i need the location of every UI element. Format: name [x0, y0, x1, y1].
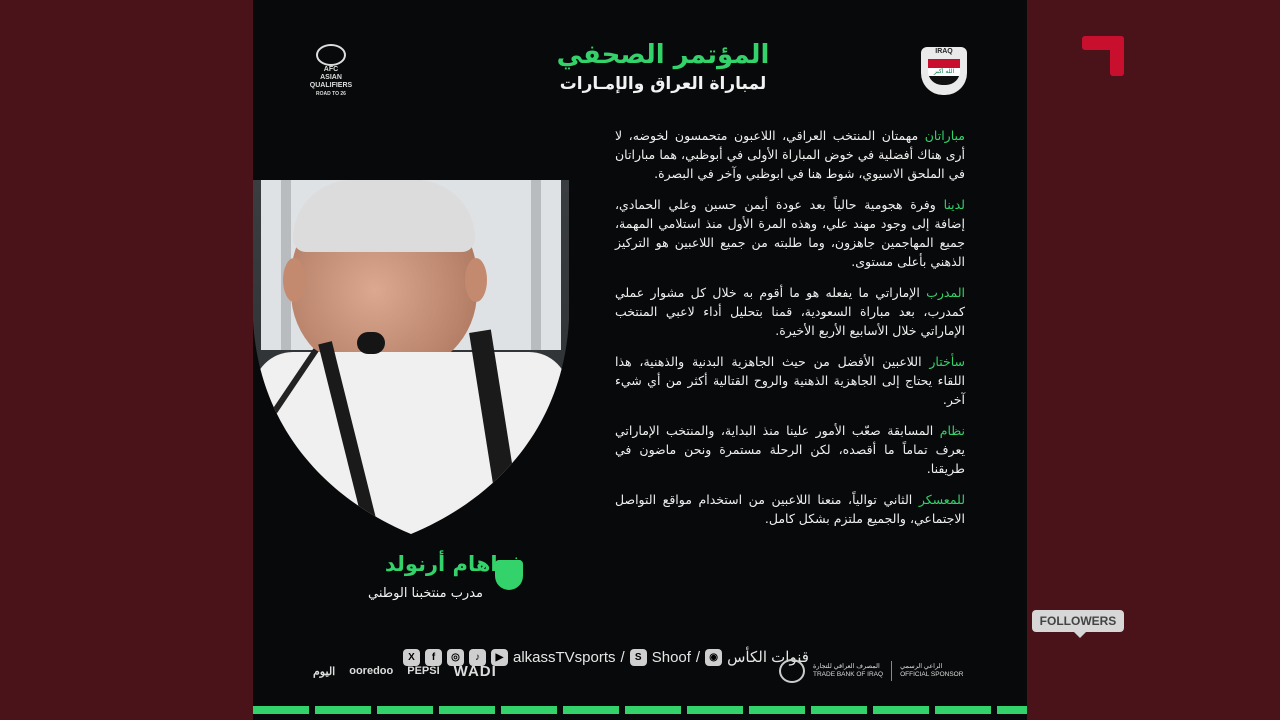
alkass-channel-logo [1082, 36, 1124, 76]
afc-ball-icon [316, 44, 346, 66]
quote-item [615, 490, 965, 528]
coach-role: مدرب منتخبنا الوطني [368, 586, 483, 601]
bank-name-ar: المصرف العراقي للتجارة [813, 663, 880, 670]
divider [891, 661, 892, 681]
instagram-icon[interactable]: ◎ [447, 649, 464, 666]
official-sponsor-label [900, 663, 963, 679]
quote-keyword: نظام [939, 423, 965, 438]
page-title: المؤتمر الصحفي [556, 40, 770, 70]
quote-text: الثاني توالياً، منعنا اللاعبين من استخدام مواقع التواصل الاجتماعي، والجميع ملتزم بشكل كامل. [615, 492, 965, 526]
iraq-federation-badge [921, 47, 967, 95]
sponsor-wadi: WADI [453, 662, 497, 680]
afc-logo-line2: ASIAN [320, 74, 342, 81]
header [543, 38, 783, 96]
quote-text: الإماراتي ما يفعله هو ما أقوم به خلال كل مشوار عملي كمدرب، بعد مباراة السعودية، قمنا بتحليل أداء لاعبي المنتخب الإماراتي خلال الأسابيع الأربع الأخيرة. [615, 285, 965, 338]
quote-text: مهمتان المنتخب العراقي، اللاعبون متحمسون لخوضه، لا أرى هناك أفضلية في خوض المباراة الأولى في أبوظبي، هما مباراتان في الملحق الاسيوي، شوط هنا في ابوظبي وآخر في البصرة. [615, 128, 965, 181]
quote-item [615, 195, 965, 271]
x-icon[interactable]: X [403, 649, 420, 666]
sponsors-left [313, 660, 539, 682]
coach-ear-left [283, 258, 305, 302]
quote-keyword: المدرب [926, 285, 965, 300]
iraq-badge-label: IRAQ [935, 48, 953, 55]
quote-text: المسابقة صعّب الأمور علينا منذ البداية، والمنتخب الإماراتي يعرف تماماً ما أقصده، لكن الرحلة مستمرة ونحن ماضون في طريقنا. [615, 423, 965, 476]
iraq-flag-emblem: الله أكبر [928, 68, 960, 76]
quote-item [615, 283, 965, 340]
iraq-flag-icon [928, 59, 960, 85]
sponsor-alyoum: اليوم [313, 665, 336, 678]
quote-item [615, 126, 965, 183]
bank-name-en: TRADE BANK OF IRAQ [813, 671, 884, 678]
afc-logo-line3: QUALIFIERS [309, 82, 353, 89]
quote-keyword: مباراتان [924, 128, 965, 143]
quote-text: وفرة هجومية حالياً بعد عودة أيمن حسين وعلي الحمادي، إضافة إلى وجود مهند علي، وهذه المرة الأول منذ استلامي المهمة، جميع المهاجمين جاهزون، وما طلبته من جميع اللاعبين هو التركيز الذهني بأعلى مستوى. [615, 197, 965, 269]
quote-keyword: سأختار [929, 354, 965, 369]
channels-label[interactable]: قنوات الكأس [727, 649, 809, 666]
afc-logo-line4: ROAD TO 26 [316, 91, 346, 97]
social-handle[interactable]: alkassTVsports [513, 648, 616, 666]
sponsors-right [779, 658, 965, 684]
coach-hair [293, 180, 475, 252]
separator: / [620, 648, 625, 666]
left-side-panel [0, 0, 253, 720]
official-sponsor-en: OFFICIAL SPONSOR [900, 671, 964, 678]
coach-shirt [253, 352, 569, 535]
quote-item [615, 352, 965, 409]
alkass-channels-icon: ◉ [705, 649, 722, 666]
shoof-label[interactable]: Shoof [651, 648, 691, 666]
separator: / [695, 648, 701, 666]
quote-keyword: للمعسكر [918, 492, 965, 507]
microphone-icon [357, 332, 385, 354]
quote-item [615, 421, 965, 478]
bottom-accent-bar [253, 706, 1027, 714]
afc-logo-line1: AFC [323, 66, 339, 73]
coach-name: غراهام أرنولد [384, 552, 525, 576]
quote-text: اللاعبين الأفضل من حيث الجاهزية البدنية والذهنية، هذا اللقاء يحتاج إلى الجاهزية الذهنية والروح القتالية أكثر من أي شيء آخر. [615, 354, 965, 407]
bank-logo-icon [779, 659, 805, 683]
tiktok-icon[interactable]: ♪ [469, 649, 486, 666]
afc-qualifiers-logo [301, 44, 361, 96]
facebook-icon[interactable]: f [425, 649, 442, 666]
sponsor-ooredoo: ooredoo [349, 665, 394, 677]
official-sponsor-ar: الراعي الرسمي [900, 663, 943, 670]
bank-name [813, 663, 883, 679]
quotes-list [615, 126, 965, 540]
followers-watermark: FOLLOWERS [1032, 610, 1124, 632]
shoof-icon: S [630, 649, 647, 666]
coach-photo [253, 180, 569, 535]
quote-keyword: لدينا [943, 197, 965, 212]
youtube-icon[interactable]: ▶ [491, 649, 508, 666]
sponsor-pepsi: PEPSI [407, 665, 440, 677]
coach-ear-right [465, 258, 487, 302]
page-subtitle: لمباراة العراق والإمـارات [559, 74, 767, 94]
press-conference-card [253, 0, 1027, 720]
